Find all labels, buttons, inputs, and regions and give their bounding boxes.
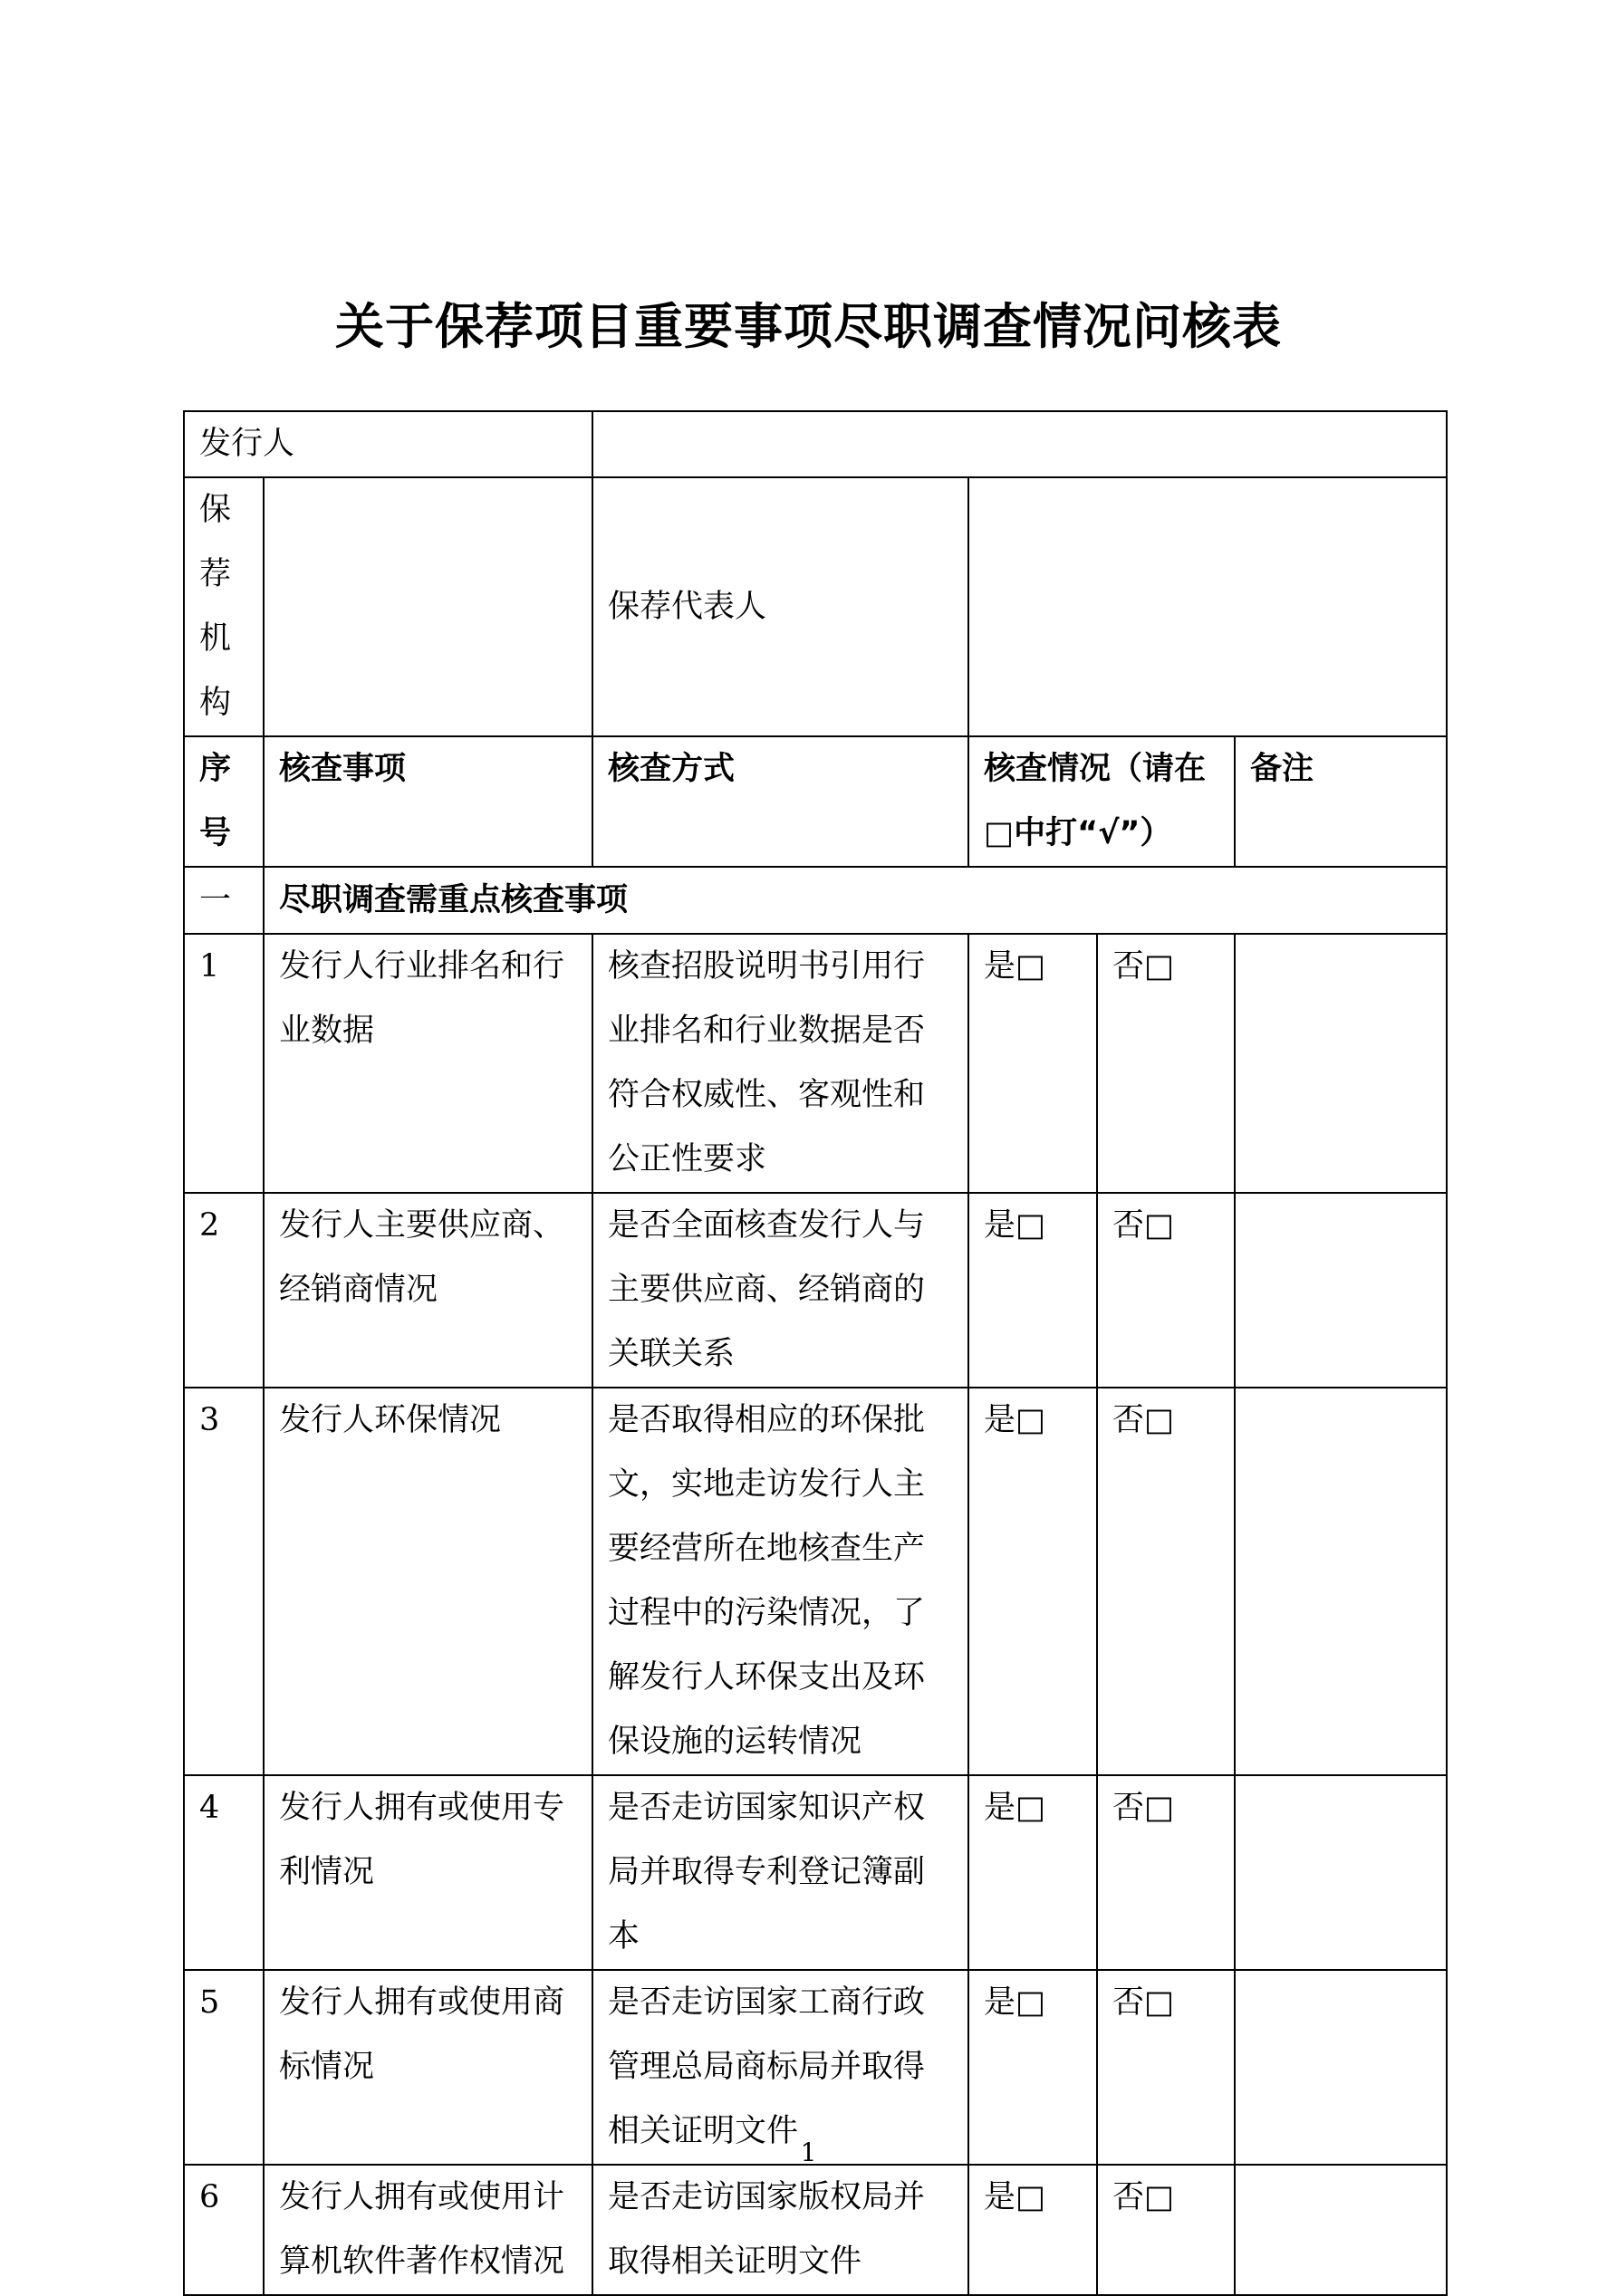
col-item-header: 核查事项 [264,736,592,867]
row-method: 是否走访国家工商行政管理总局商标局并取得相关证明文件 [592,1970,968,2165]
row-number: 2 [184,1193,264,1388]
section-row [184,867,1447,934]
row-remark[interactable] [1235,934,1447,1193]
sponsor-label: 保荐机构 [184,477,264,736]
col-method-header: 核查方式 [592,736,968,867]
row-number: 1 [184,934,264,1193]
yes-checkbox[interactable]: 是□ [968,1775,1097,1970]
row-item: 发行人行业排名和行业数据 [264,934,592,1193]
row-method: 是否走访国家版权局并取得相关证明文件 [592,2165,968,2295]
row-item: 发行人拥有或使用商标情况 [264,1970,592,2165]
no-checkbox[interactable]: 否□ [1097,1970,1235,2165]
yes-checkbox[interactable]: 是□ [968,1388,1097,1775]
no-checkbox[interactable]: 否□ [1097,934,1235,1193]
col-remark-header: 备注 [1235,736,1447,867]
col-seq-header: 序号 [184,736,264,867]
yes-checkbox[interactable]: 是□ [968,934,1097,1193]
table-row [184,2165,1447,2295]
col-status-header: 核查情况（请在□中打“√”） [968,736,1235,867]
row-item: 发行人环保情况 [264,1388,592,1775]
page-title: 关于保荐项目重要事项尽职调查情况问核表 [335,298,1282,355]
sponsor-rep-field[interactable] [968,477,1447,736]
row-item: 发行人拥有或使用计算机软件著作权情况 [264,2165,592,2295]
issuer-row [184,411,1447,477]
column-header-row [184,736,1447,867]
row-item: 发行人拥有或使用专利情况 [264,1775,592,1970]
no-checkbox[interactable]: 否□ [1097,1775,1235,1970]
table-row [184,1388,1447,1775]
section-title: 尽职调查需重点核查事项 [264,867,1447,934]
issuer-label: 发行人 [184,411,592,477]
row-method: 核查招股说明书引用行业排名和行业数据是否符合权威性、客观性和公正性要求 [592,934,968,1193]
row-method: 是否走访国家知识产权局并取得专利登记簿副本 [592,1775,968,1970]
row-remark[interactable] [1235,1970,1447,2165]
sponsor-rep-label: 保荐代表人 [592,477,968,736]
no-checkbox[interactable]: 否□ [1097,1388,1235,1775]
no-checkbox[interactable]: 否□ [1097,2165,1235,2295]
row-remark[interactable] [1235,1193,1447,1388]
row-method: 是否取得相应的环保批文，实地走访发行人主要经营所在地核查生产过程中的污染情况，了解发行人环保支出及环保设施的运转情况 [592,1388,968,1775]
sponsor-field[interactable] [264,477,592,736]
row-item: 发行人主要供应商、经销商情况 [264,1193,592,1388]
yes-checkbox[interactable]: 是□ [968,1970,1097,2165]
row-remark[interactable] [1235,1388,1447,1775]
row-number: 4 [184,1775,264,1970]
sponsor-row [184,477,1447,736]
table-row [184,1775,1447,1970]
row-method: 是否全面核查发行人与主要供应商、经销商的关联关系 [592,1193,968,1388]
row-number: 6 [184,2165,264,2295]
verification-table [183,410,1448,2296]
row-number: 5 [184,1970,264,2165]
table-row [184,1193,1447,1388]
yes-checkbox[interactable]: 是□ [968,2165,1097,2295]
yes-checkbox[interactable]: 是□ [968,1193,1097,1388]
table-row [184,934,1447,1193]
row-remark[interactable] [1235,1775,1447,1970]
table-row [184,1970,1447,2165]
row-number: 3 [184,1388,264,1775]
page-number: 1 [800,2137,817,2167]
section-number: 一 [184,867,264,934]
issuer-field[interactable] [592,411,1447,477]
no-checkbox[interactable]: 否□ [1097,1193,1235,1388]
row-remark[interactable] [1235,2165,1447,2295]
